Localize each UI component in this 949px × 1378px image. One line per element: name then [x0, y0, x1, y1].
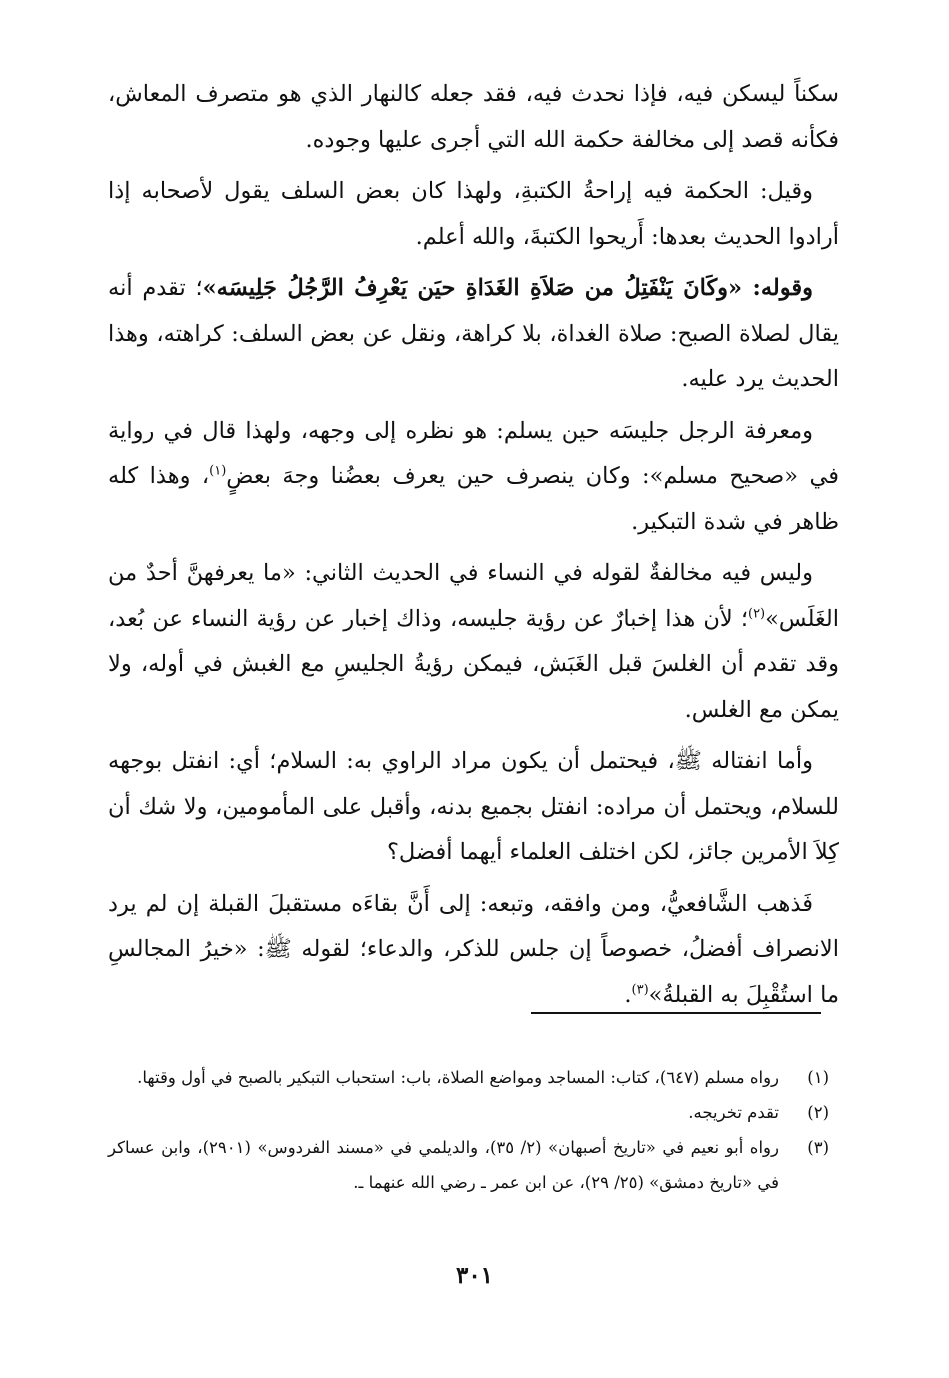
hadith-quote: وقوله:: [742, 275, 813, 301]
footnotes: [108, 1060, 829, 1200]
footnote-reference: (٢): [747, 606, 766, 621]
footnote: [108, 1095, 829, 1130]
hadith-quote: «وكَانَ يَنْفَتِلُ من صَلاَةِ الغَدَاةِ حيَن يَعْرِفُ الرَّجُلُ جَلِيسَه»: [202, 275, 743, 301]
paragraph: [108, 409, 839, 546]
footnote-reference: (٣): [631, 982, 649, 997]
footnote-separator: [531, 1012, 821, 1014]
page-number: ٣٠١: [455, 1262, 494, 1289]
footnote-text: رواه مسلم (٦٤٧)، كتاب: المساجد ومواضع الصلاة، باب: استحباب التبكير بالصبح في أول وقتها.: [137, 1068, 779, 1087]
paragraph-text: ؛ تقدم أنه يقال لصلاة الصبح: صلاة الغداة، بلا كراهة، ونقل عن بعض السلف: كراهته، وهذا الحديث يرد عليه.: [108, 275, 839, 392]
paragraph: [108, 551, 839, 733]
paragraph: [108, 882, 839, 1019]
paragraph-text: وليس فيه مخالفةٌ لقوله في النساء في الحديث الثاني: «ما يعرفهنَّ أحدٌ من الغَلَس»: [108, 560, 839, 632]
paragraph-text: سكناً ليسكن فيه، فإذا نحدث فيه، فقد جعله كالنهار الذي هو متصرف المعاش، فكأنه قصد إلى مخالفة حكمة الله التي أجرى عليها وجوده.: [108, 81, 839, 153]
paragraph-text: ومعرفة الرجل جليسَه حين يسلم: هو نظره إلى وجهه، ولهذا قال في رواية في «صحيح مسلم»: وكان ينصرف حين يعرف بعضُنا وجهَ بعضٍ: [108, 417, 839, 489]
paragraph-text: وقيل: الحكمة فيه إراحةُ الكتبةِ، ولهذا كان بعض السلف يقول لأصحابه إذا أرادوا الحديث بعدها: أَريحوا الكتبةَ، والله أعلم.: [108, 178, 839, 250]
footnote: [108, 1060, 829, 1095]
paragraph-text: ، وهذا كله ظاهر في شدة التبكير.: [108, 463, 839, 535]
footnote-number: (٢): [807, 1103, 829, 1122]
paragraph: [108, 72, 839, 163]
paragraph: [108, 169, 839, 260]
paragraph-text: وأما انفتاله ﷺ، فيحتمل أن يكون مراد الراوي به: السلام؛ أي: انفتل بوجهه للسلام، ويحتمل أن مراده: انفتل بجميع بدنه، وأقبل على المأمومين، ولا شك أن كِلاَ الأمرين جائز، لكن اختلف العلماء أيهما أفضل؟: [108, 748, 839, 865]
main-text: [108, 72, 839, 1024]
footnote-number: (٣): [807, 1138, 829, 1157]
footnote-text: رواه أبو نعيم في «تاريخ أصبهان» (٢/ ٣٥)، والديلمي في «مسند الفردوس» (٢٩٠١)، وابن عساكر في «تاريخ دمشق» (٢٥/ ٢٩)، عن ابن عمر ـ رضي الله عنهما ـ.: [108, 1138, 779, 1192]
paragraph-text: فَذهب الشَّافعيُّ، ومن وافقه، وتبعه: إلى أَنَّ بقاءَه مستقبلَ القبلة إن لم يرد الانصراف أفضلُ، خصوصاً إن جلس للذكر، والدعاء؛ لقوله ﷺ: «خيرُ المجالسِ ما استُقْبِلَ به القبلةُ»: [108, 890, 839, 1008]
footnote-text: تقدم تخريجه.: [688, 1103, 779, 1122]
footnote: [108, 1130, 829, 1200]
footnote-number: (١): [807, 1068, 829, 1087]
footnote-reference: (١): [209, 463, 227, 479]
paragraph: [108, 739, 839, 876]
paragraph: [108, 266, 839, 403]
paragraph-text: .: [624, 981, 632, 1008]
paragraph-text: ؛ لأن هذا إخبارٌ عن رؤية جليسه، وذاك إخبار عن رؤية النساء عن بُعد، وقد تقدم أن الغلسَ قبل الغَبَش، فيمكن رؤيةُ الجليسِ مع الغبش في أوله، ولا يمكن مع الغلس.: [108, 605, 839, 723]
